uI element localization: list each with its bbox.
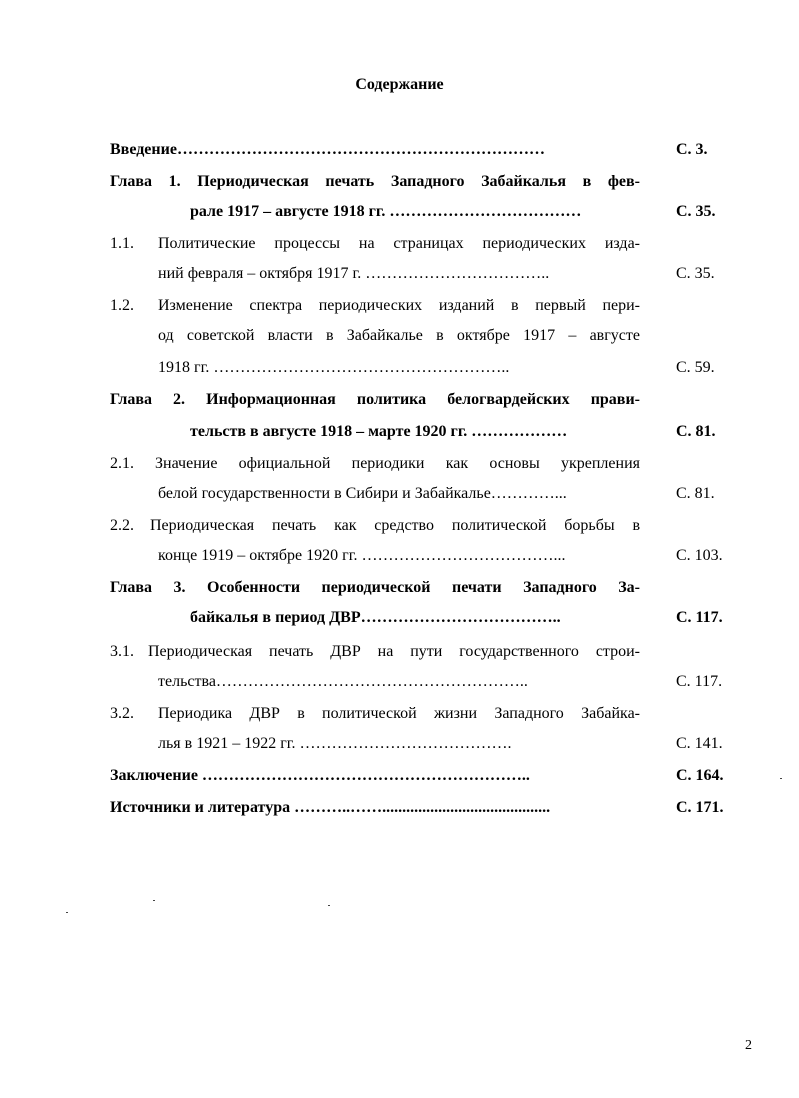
- toc-chapter-2-line2: тельств в августе 1918 – марте 1920 гг. ………………: [190, 423, 568, 440]
- toc-chapter-1-line1: Глава 1. Периодическая печать Западного Забайкалья в фев-: [110, 173, 640, 190]
- toc-entry-label: тельств в августе 1918 – марте 1920 гг.: [190, 423, 468, 440]
- toc-section-number: 2.2.: [110, 517, 134, 534]
- toc-section-3-1-line1: Периодическая печать ДВР на пути государственного строи-: [148, 643, 640, 660]
- toc-section-2-2-line2: конце 1919 – октябре 1920 гг. ………………………………...: [158, 547, 566, 564]
- toc-entry-label: 1918 гг.: [158, 359, 210, 376]
- toc-page-ref: С. 103.: [676, 547, 723, 564]
- toc-section-number: 2.1.: [110, 455, 134, 472]
- toc-section-3-1-line2: тельства…………………………………………………..: [158, 673, 528, 690]
- toc-page-ref: С. 3.: [676, 141, 708, 158]
- toc-entry-label: Источники и литература: [110, 799, 291, 816]
- toc-section-number: 3.2.: [110, 705, 134, 722]
- scan-speck: [153, 900, 155, 901]
- scan-speck: [328, 905, 330, 906]
- page-number: 2: [745, 1038, 752, 1053]
- page-title: Содержание: [355, 76, 444, 93]
- toc-entry-label: белой государственности в Сибири и Забайкалье: [158, 485, 491, 502]
- toc-page-ref: С. 81.: [676, 423, 716, 440]
- toc-section-1-2-line3: 1918 гг. ………………………………………………..: [158, 359, 510, 376]
- toc-section-1-2-line1: Изменение спектра периодических изданий в первый пери-: [158, 297, 640, 314]
- toc-section-2-1-line2: белой государственности в Сибири и Забайкалье…………...: [158, 485, 567, 502]
- toc-page-ref: С. 81.: [676, 485, 715, 502]
- toc-chapter-3-line2: байкалья в период ДВР………………………………..: [190, 609, 561, 626]
- toc-page-ref: С. 117.: [676, 673, 723, 690]
- toc-section-1-1-line2: ний февраля – октября 1917 г. ……………………………..: [158, 265, 550, 282]
- toc-page-ref: С. 164.: [676, 767, 724, 784]
- toc-entry-label: байкалья в период ДВР: [190, 609, 361, 626]
- toc-entry-sources: Источники и литература ………..……..........................................: [110, 799, 551, 816]
- toc-entry-intro: Введение……………………………………………………………: [110, 141, 545, 158]
- toc-chapter-3-line1: Глава 3. Особенности периодической печати Западного За-: [110, 579, 640, 596]
- toc-entry-label: Введение: [110, 141, 177, 158]
- toc-section-number: 1.2.: [110, 297, 134, 314]
- toc-section-number: 3.1.: [110, 643, 134, 660]
- toc-page-ref: С. 59.: [676, 359, 715, 376]
- scan-speck: [780, 778, 782, 779]
- toc-entry-label: Заключение: [110, 767, 198, 784]
- toc-page-ref: С. 35.: [676, 265, 715, 282]
- toc-section-1-1-line1: Политические процессы на страницах периодических изда-: [158, 235, 640, 252]
- toc-chapter-2-line1: Глава 2. Информационная политика белогвардейских прави-: [110, 391, 640, 408]
- toc-page-ref: С. 141.: [676, 735, 723, 752]
- toc-chapter-1-line2: рале 1917 – августе 1918 гг. ………………………………: [190, 203, 582, 220]
- toc-section-number: 1.1.: [110, 235, 134, 252]
- toc-entry-label: конце 1919 – октябре 1920 гг.: [158, 547, 358, 564]
- toc-page-ref: С. 171.: [676, 799, 724, 816]
- toc-page-ref: С. 35.: [676, 203, 716, 220]
- toc-page-ref: С. 117.: [676, 609, 723, 626]
- toc-section-1-2-line2: од советской власти в Забайкалье в октябре 1917 – августе: [158, 327, 640, 344]
- toc-section-3-2-line2: лья в 1921 – 1922 гг. ………………………………….: [158, 735, 512, 752]
- toc-section-2-1-line1: Значение официальной периодики как основы укрепления: [155, 455, 640, 472]
- scan-speck: [66, 912, 68, 913]
- toc-entry-label: лья в 1921 – 1922 гг.: [158, 735, 296, 752]
- toc-entry-label: тельства: [158, 673, 216, 690]
- toc-entry-label: рале 1917 – августе 1918 гг.: [190, 203, 386, 220]
- toc-entry-label: ний февраля – октября 1917 г.: [158, 265, 362, 282]
- toc-section-3-2-line1: Периодика ДВР в политической жизни Западного Забайка-: [158, 705, 640, 722]
- toc-entry-conclusion: Заключение ……………………………………………………..: [110, 767, 530, 784]
- toc-section-2-2-line1: Периодическая печать как средство политической борьбы в: [150, 517, 640, 534]
